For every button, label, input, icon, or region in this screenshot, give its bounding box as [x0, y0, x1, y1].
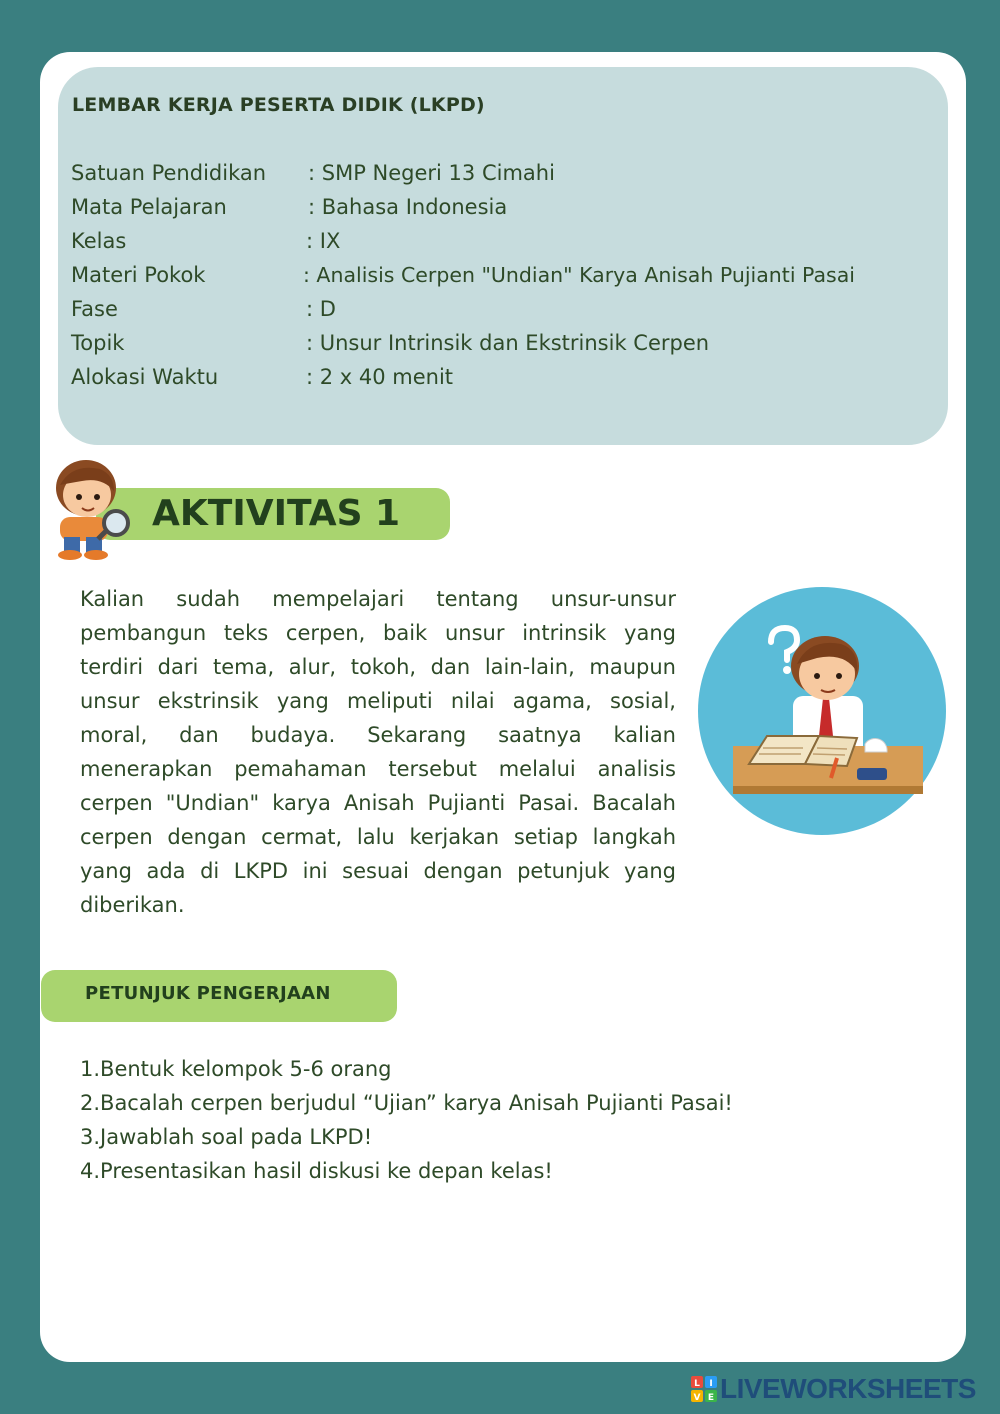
info-value: : Bahasa Indonesia	[308, 195, 508, 219]
brand-name: LIVEWORKSHEETS	[720, 1373, 976, 1404]
info-label: Satuan Pendidikan	[71, 161, 267, 185]
svg-text:E: E	[707, 1393, 715, 1403]
info-value: : IX	[306, 229, 341, 253]
info-value: : Unsur Intrinsik dan Ekstrinsik Cerpen	[306, 331, 710, 355]
info-label: Kelas	[71, 229, 127, 253]
worksheet-title: LEMBAR KERJA PESERTA DIDIK (LKPD)	[72, 94, 485, 116]
svg-text:I: I	[709, 1379, 713, 1389]
liveworksheets-logo-icon	[690, 1375, 718, 1403]
activity-title: AKTIVITAS 1	[152, 493, 401, 534]
list-item: 3.Jawablah soal pada LKPD!	[80, 1125, 373, 1149]
instructions-title: PETUNJUK PENGERJAAN	[85, 983, 331, 1004]
info-label: Mata Pelajaran	[71, 195, 227, 219]
svg-text:L: L	[694, 1379, 700, 1389]
activity-intro: Kalian sudah mempelajari tentang unsur-unsur pembangun teks cerpen, baik unsur intrinsik yang terdiri dari tema, alur, tokoh, dan lain-lain, maupun unsur ekstrinsik yang meliputi nilai agama, sosial, moral, dan budaya. Sekarang saatnya kalian menerapkan pemahaman tersebut melalui analisis cerpen "Undian" karya Anisah Pujianti Pasai. Bacalah cerpen dengan cermat, lalu kerjakan setiap langkah yang ada di LKPD ini sesuai dengan petunjuk yang diberikan.	[80, 587, 676, 917]
student-thinking-icon	[697, 586, 947, 836]
instructions-list	[80, 1052, 733, 1188]
list-item: 2.Bacalah cerpen berjudul “Ujian” karya Anisah Pujianti Pasai!	[80, 1091, 733, 1115]
list-item: 1.Bentuk kelompok 5-6 orang	[80, 1057, 392, 1081]
info-label: Topik	[71, 331, 125, 355]
liveworksheets-brand[interactable]	[690, 1374, 976, 1404]
info-value: : Analisis Cerpen "Undian" Karya Anisah Pujianti Pasai	[303, 263, 855, 287]
info-value: : 2 x 40 menit	[306, 365, 454, 389]
info-label: Alokasi Waktu	[71, 365, 219, 389]
info-label: Fase	[71, 297, 118, 321]
info-label: Materi Pokok	[71, 263, 206, 287]
info-value: : D	[306, 297, 336, 321]
info-value: : SMP Negeri 13 Cimahi	[308, 161, 555, 185]
svg-text:V: V	[693, 1393, 701, 1403]
kid-magnifier-icon	[42, 455, 134, 563]
list-item: 4.Presentasikan hasil diskusi ke depan kelas!	[80, 1159, 553, 1183]
